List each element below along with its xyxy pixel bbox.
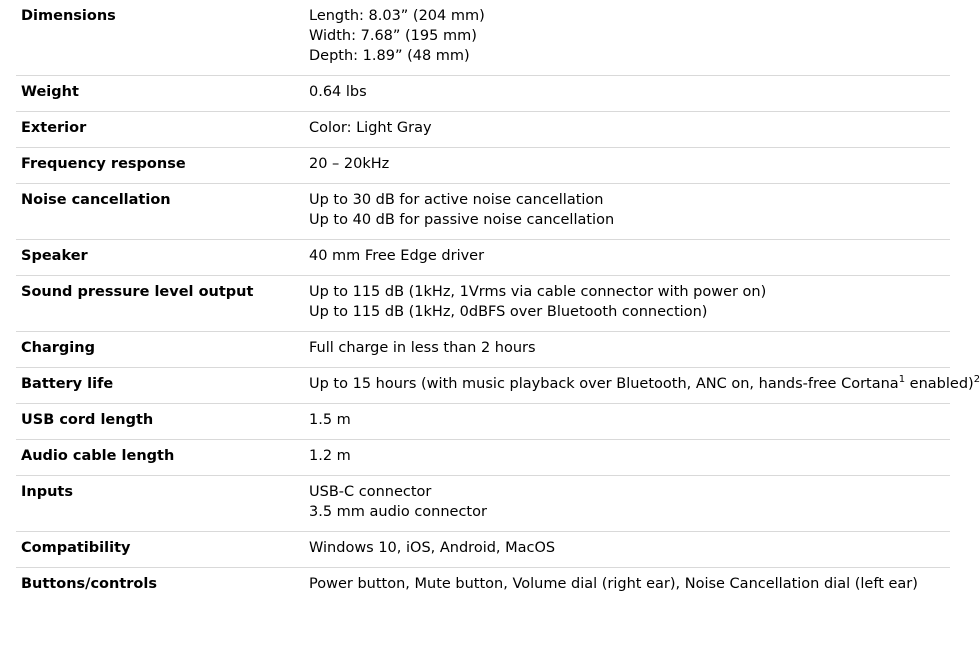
spec-label: Exterior bbox=[21, 120, 87, 136]
spec-value-line: Color: Light Gray bbox=[309, 120, 432, 136]
spec-value-line: 20 – 20kHz bbox=[309, 156, 390, 172]
spec-label: Charging bbox=[21, 340, 95, 356]
spec-label: Battery life bbox=[21, 376, 114, 392]
spec-value bbox=[309, 538, 950, 558]
spec-label: Compatibility bbox=[21, 540, 131, 556]
spec-value bbox=[309, 118, 950, 138]
spec-row-usb-cord bbox=[16, 404, 950, 440]
spec-label: Buttons/controls bbox=[21, 576, 157, 592]
spec-value bbox=[309, 282, 950, 322]
spec-row-speaker bbox=[16, 240, 950, 276]
spec-value bbox=[309, 154, 950, 174]
spec-label: Frequency response bbox=[21, 156, 186, 172]
spec-row-audio-cable bbox=[16, 440, 950, 476]
spec-table bbox=[16, 0, 980, 603]
spec-value bbox=[309, 190, 950, 230]
spec-value-line: Full charge in less than 2 hours bbox=[309, 340, 536, 356]
spec-value bbox=[309, 246, 950, 266]
spec-value-line: 40 mm Free Edge driver bbox=[309, 248, 485, 264]
spec-value bbox=[309, 574, 950, 594]
spec-value-line: Up to 40 dB for passive noise cancellation bbox=[309, 212, 615, 228]
spec-row-frequency-response bbox=[16, 148, 950, 184]
battery-text-end: enabled) bbox=[905, 376, 974, 392]
spec-value bbox=[309, 6, 950, 66]
spec-label: Audio cable length bbox=[21, 448, 175, 464]
spec-value-line: 1.2 m bbox=[309, 448, 351, 464]
spec-value-line: Width: 7.68” (195 mm) bbox=[309, 28, 477, 44]
spec-label: Dimensions bbox=[21, 8, 116, 24]
spec-row-exterior bbox=[16, 112, 950, 148]
spec-label: Speaker bbox=[21, 248, 88, 264]
spec-value-line: USB-C connector bbox=[309, 484, 432, 500]
spec-value-line: Up to 115 dB (1kHz, 1Vrms via cable connector with power on) bbox=[309, 284, 767, 300]
spec-value-line: Depth: 1.89” (48 mm) bbox=[309, 48, 470, 64]
spec-row-charging bbox=[16, 332, 950, 368]
spec-value-line: Up to 30 dB for active noise cancellation bbox=[309, 192, 604, 208]
spec-value bbox=[309, 446, 950, 466]
spec-value bbox=[309, 410, 950, 430]
spec-value-line: 0.64 lbs bbox=[309, 84, 367, 100]
spec-label: Noise cancellation bbox=[21, 192, 171, 208]
spec-value bbox=[309, 482, 950, 522]
footnote-link[interactable]: 2 bbox=[973, 374, 980, 386]
spec-label: Inputs bbox=[21, 484, 73, 500]
spec-row-noise-cancellation bbox=[16, 184, 950, 240]
spec-value-line: Windows 10, iOS, Android, MacOS bbox=[309, 540, 556, 556]
spec-label: USB cord length bbox=[21, 412, 154, 428]
spec-row-battery-life bbox=[16, 368, 980, 404]
spec-value bbox=[309, 374, 980, 394]
spec-value-line bbox=[309, 374, 980, 394]
spec-row-weight bbox=[16, 76, 950, 112]
footnote-link[interactable]: 1 bbox=[898, 374, 906, 386]
spec-label: Sound pressure level output bbox=[21, 284, 254, 300]
battery-text: Up to 15 hours (with music playback over Bluetooth, ANC on, hands-free Cortana bbox=[309, 376, 899, 392]
spec-row-compatibility bbox=[16, 532, 950, 568]
spec-value bbox=[309, 82, 950, 102]
spec-value-line: 1.5 m bbox=[309, 412, 351, 428]
spec-row-inputs bbox=[16, 476, 950, 532]
spec-row-dimensions bbox=[16, 0, 950, 76]
spec-value-line: Length: 8.03” (204 mm) bbox=[309, 8, 485, 24]
spec-label: Weight bbox=[21, 84, 79, 100]
spec-row-buttons-controls bbox=[16, 568, 950, 603]
spec-row-sound-pressure bbox=[16, 276, 950, 332]
spec-value-line: Up to 115 dB (1kHz, 0dBFS over Bluetooth connection) bbox=[309, 304, 708, 320]
spec-value-line: Power button, Mute button, Volume dial (right ear), Noise Cancellation dial (left ear) bbox=[309, 576, 918, 592]
spec-value bbox=[309, 338, 950, 358]
spec-value-line: 3.5 mm audio connector bbox=[309, 504, 487, 520]
